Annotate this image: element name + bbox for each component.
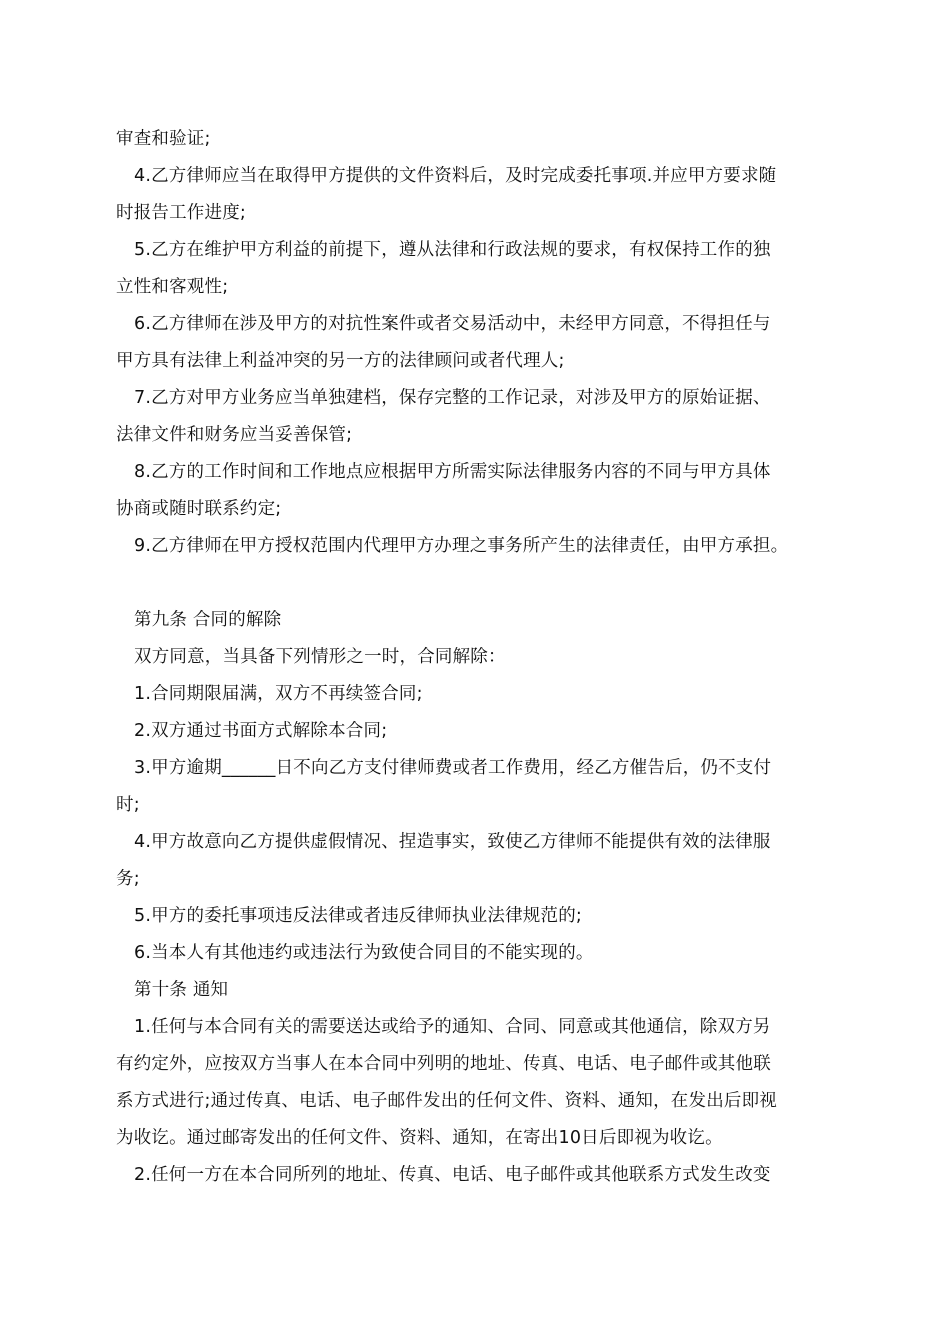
text-line: 立性和客观性; <box>116 277 229 297</box>
text-line: 5.乙方在维护甲方利益的前提下，遵从法律和行政法规的要求，有权保持工作的独 <box>134 240 771 260</box>
text-line: 系方式进行;通过传真、电话、电子邮件发出的任何文件、资料、通知，在发出后即视 <box>116 1091 777 1111</box>
text-line: 7.乙方对甲方业务应当单独建档，保存完整的工作记录，对涉及甲方的原始证据、 <box>134 388 771 408</box>
text-line: 6.当本人有其他违约或违法行为致使合同目的不能实现的。 <box>134 943 594 963</box>
text-line: 6.乙方律师在涉及甲方的对抗性案件或者交易活动中，未经甲方同意，不得担任与 <box>134 314 771 334</box>
text-line: 有约定外，应按双方当事人在本合同中列明的地址、传真、电话、电子邮件或其他联 <box>116 1054 771 1074</box>
text-line: 1.任何与本合同有关的需要送达或给予的通知、合同、同意或其他通信，除双方另 <box>134 1017 771 1037</box>
text-line: 2.任何一方在本合同所列的地址、传真、电话、电子邮件或其他联系方式发生改变 <box>134 1165 771 1185</box>
section-heading: 第十条 通知 <box>134 980 229 1000</box>
text-line: 9.乙方律师在甲方授权范围内代理甲方办理之事务所产生的法律责任，由甲方承担。 <box>134 536 789 556</box>
text-line: 3.甲方逾期______日不向乙方支付律师费或者工作费用，经乙方催告后，仍不支付 <box>134 758 772 778</box>
text-line: 8.乙方的工作时间和工作地点应根据甲方所需实际法律服务内容的不同与甲方具体 <box>134 462 771 482</box>
text-line: 协商或随时联系约定; <box>116 499 282 519</box>
section-heading: 第九条 合同的解除 <box>134 610 282 630</box>
text-line: 甲方具有法律上利益冲突的另一方的法律顾问或者代理人; <box>116 351 565 371</box>
text-line: 2.双方通过书面方式解除本合同; <box>134 721 388 741</box>
text-line: 1.合同期限届满，双方不再续签合同; <box>134 684 423 704</box>
text-line: 为收讫。通过邮寄发出的任何文件、资料、通知，在寄出10日后即视为收讫。 <box>116 1128 723 1148</box>
text-line: 双方同意，当具备下列情形之一时，合同解除： <box>134 647 506 667</box>
text-line: 4.乙方律师应当在取得甲方提供的文件资料后，及时完成委托事项.并应甲方要求随 <box>134 166 777 186</box>
text-line: 审查和验证; <box>116 129 211 149</box>
text-line: 时报告工作进度; <box>116 203 246 223</box>
text-line: 5.甲方的委托事项违反法律或者违反律师执业法律规范的; <box>134 906 582 926</box>
text-line: 4.甲方故意向乙方提供虚假情况、捏造事实，致使乙方律师不能提供有效的法律服 <box>134 832 771 852</box>
text-line: 法律文件和财务应当妥善保管; <box>116 425 353 445</box>
text-line: 时; <box>116 795 140 815</box>
text-line: 务; <box>116 869 140 889</box>
